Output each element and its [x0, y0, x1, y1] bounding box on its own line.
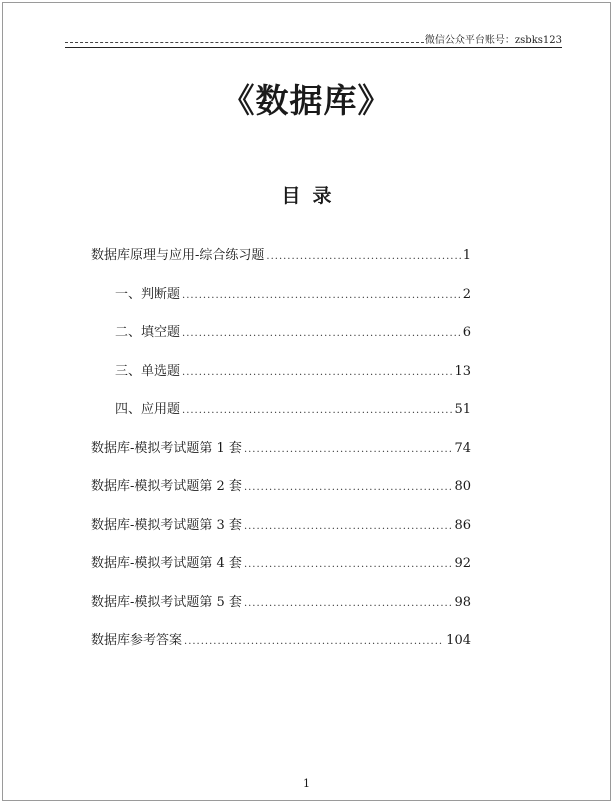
toc-leader-dots	[182, 290, 461, 301]
toc-entry-label: 数据库-模拟考试题第 4 套	[91, 556, 242, 571]
toc-entry-page: 80	[454, 479, 471, 494]
toc-entry-label: 四、应用题	[115, 402, 181, 417]
toc-entry-page: 98	[454, 594, 471, 610]
toc-leader-dots	[244, 521, 453, 532]
toc-entry[interactable]	[91, 398, 471, 437]
toc-entry-page: 86	[454, 517, 471, 533]
toc-entry-label: 数据库参考答案	[91, 633, 183, 648]
toc-entry[interactable]	[91, 283, 471, 322]
toc-entry[interactable]	[91, 321, 471, 360]
toc-entry-label: 数据库-模拟考试题第 5 套	[91, 594, 242, 610]
toc-entry-page: 104	[446, 633, 471, 648]
toc-entry-label: 二、填空题	[115, 325, 181, 340]
toc-entry-page: 74	[454, 440, 471, 456]
toc-leader-dots	[244, 559, 453, 570]
toc-entry[interactable]	[91, 591, 471, 630]
header-note: 微信公众平台账号：zsbks123	[424, 35, 562, 46]
toc-entry-page: 2	[462, 286, 471, 302]
toc-entry[interactable]	[91, 629, 471, 668]
header-dash-rule	[65, 42, 424, 43]
document-title: 《数据库》	[221, 81, 392, 120]
footer-page-number: 1	[303, 777, 310, 790]
toc-entry[interactable]	[91, 437, 471, 476]
toc-entry[interactable]	[91, 514, 471, 553]
toc-entry-label: 一、判断题	[115, 286, 181, 302]
toc-heading: 目录	[281, 185, 344, 207]
toc-leader-dots	[244, 482, 453, 493]
page-header	[65, 30, 562, 46]
toc-entry-label: 三、单选题	[115, 363, 181, 379]
toc-leader-dots	[182, 367, 452, 378]
toc-leader-dots	[182, 405, 452, 416]
toc-entry-page: 92	[454, 556, 471, 571]
document-page	[2, 2, 611, 801]
toc-entry-label: 数据库-模拟考试题第 1 套	[91, 440, 242, 456]
toc-entry[interactable]	[91, 360, 471, 399]
toc-entry[interactable]	[91, 244, 471, 283]
toc-leader-dots	[182, 328, 461, 339]
toc-leader-dots	[184, 636, 444, 647]
header-rule	[65, 47, 562, 48]
toc-entry-label: 数据库-模拟考试题第 2 套	[91, 479, 242, 494]
toc-entry-label: 数据库-模拟考试题第 3 套	[91, 517, 242, 533]
toc-entry-page: 6	[462, 325, 471, 340]
toc-leader-dots	[244, 444, 453, 455]
toc-entry-label: 数据库原理与应用-综合练习题	[91, 248, 265, 263]
toc-entry-page: 13	[454, 363, 471, 379]
toc-entry-page: 51	[454, 402, 471, 417]
toc-entry[interactable]	[91, 552, 471, 591]
table-of-contents	[91, 244, 471, 668]
toc-leader-dots	[244, 598, 453, 609]
toc-leader-dots	[266, 251, 460, 262]
toc-entry-page: 1	[462, 248, 471, 263]
toc-entry[interactable]	[91, 475, 471, 514]
